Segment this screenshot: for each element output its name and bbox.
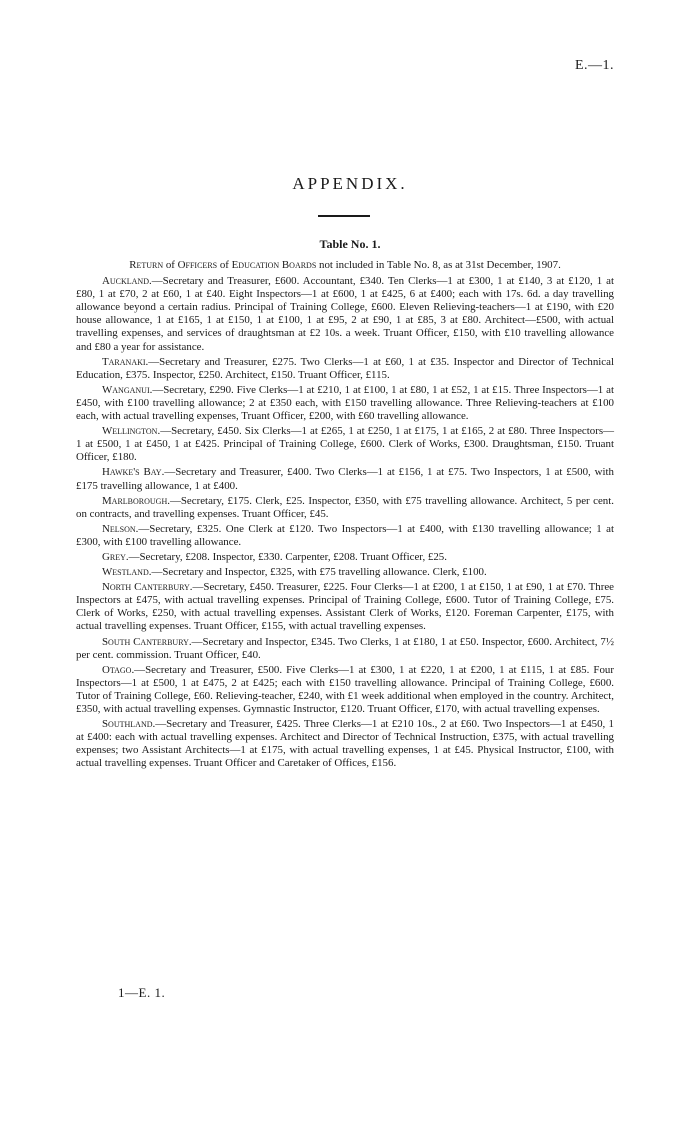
board-details: —Secretary and Treasurer, £400. Two Clerks—1 at £156, 1 at £75. Two Inspectors, 1 at £500, with £175 travelling allowance, 1 at £400. <box>76 466 614 492</box>
document-body <box>76 259 614 772</box>
board-details: —Secretary, £450. Six Clerks—1 at £265, 1 at £250, 1 at £175, 1 at £165, 2 at £80. Three Inspectors—1 at £500, 1 at £450, 1 at £425. Principal of Training College, £600. Clerk of Works, £300. Draughtsman, £150. Truant Officer, £180. <box>76 425 614 464</box>
board-entry-auckland <box>76 275 614 354</box>
board-name: Otago. <box>102 663 135 676</box>
board-name: Southland. <box>102 718 156 731</box>
return-title-lead: Return <box>129 259 164 271</box>
board-name: Marlborough. <box>102 494 170 507</box>
board-entry-otago <box>76 664 614 716</box>
board-details: —Secretary and Treasurer, £425. Three Clerks—1 at £210 10s., 2 at £60. Two Inspectors—1 at £450, 1 at £400: each with actual travelling expenses. Architect and Director of Technical Instruction, £375, with actual travelling expenses; two Assistant Architects—1 at £175, with actual travelling expenses, 1 at £45. Physical Instructor, £100, with actual travelling expenses. Truant Officer and Caretaker of Offices, £156. <box>76 718 614 770</box>
table-title: Table No. 1. <box>319 237 381 251</box>
return-title: Return of Officers of Education Boards not included in Table No. 8, as at 31st December, 1907. <box>129 259 561 271</box>
board-name: Grey. <box>102 550 129 563</box>
return-title-boards: Education Boards <box>231 259 317 271</box>
board-entry-grey <box>76 551 614 564</box>
board-name: Nelson. <box>102 522 139 535</box>
heading-divider <box>318 215 370 217</box>
board-name: South Canterbury. <box>102 635 192 648</box>
appendix-heading: APPENDIX. <box>292 174 408 193</box>
board-entry-south-canterbury <box>76 636 614 662</box>
board-name: Westland. <box>102 566 152 579</box>
board-entry-nelson <box>76 523 614 549</box>
page-reference: E.—1. <box>574 58 614 73</box>
board-entry-north-canterbury <box>76 581 614 633</box>
footer-page-reference: 1—E. 1. <box>118 985 166 1000</box>
board-details: —Secretary, £325. One Clerk at £120. Two Inspectors—1 at £400, with £130 travelling allowance; 1 at £300, with £100 travelling allowance. <box>76 522 614 548</box>
board-details: —Secretary and Inspector, £325, with £75 travelling allowance. Clerk, £100. <box>151 566 487 579</box>
board-name: North Canterbury. <box>102 581 193 594</box>
board-details: —Secretary, £208. Inspector, £330. Carpenter, £208. Truant Officer, £25. <box>128 550 447 563</box>
board-details: —Secretary, £175. Clerk, £25. Inspector, £350, with £75 travelling allowance. Architect, 5 per cent. on contracts, and travelling expenses. Truant Officer, £45. <box>76 494 614 520</box>
board-name: Wellington. <box>102 425 161 438</box>
board-entry-southland <box>76 718 614 770</box>
board-entry-marlborough <box>76 495 614 521</box>
return-title-officers: Officers <box>177 259 218 271</box>
board-entry-westland <box>76 566 614 579</box>
board-details: —Secretary and Treasurer, £275. Two Clerks—1 at £60, 1 at £35. Inspector and Director of Technical Education, £375. Inspector, £250. Architect, £150. Truant Officer, £115. <box>76 355 614 381</box>
board-name: Hawke's Bay. <box>102 466 165 479</box>
board-name: Wanganui. <box>102 383 153 396</box>
board-details: —Secretary, £290. Five Clerks—1 at £210, 1 at £100, 1 at £80, 1 at £52, 1 at £15. Three Inspectors—1 at £450, with £100 travelling allowance; 2 at £350 each, with £150 travelling allowance. Three Relieving-teachers at £100 each, with actual travelling expenses, Truant Officer, £200, with £60 travelling allowance. <box>76 383 614 423</box>
board-details: —Secretary and Treasurer, £500. Five Clerks—1 at £300, 1 at £220, 1 at £200, 1 at £115, 1 at £85. Four Inspectors—1 at £500, 1 at £475, 2 at £425; each with £150 travelling allowance. Principal of Training College, £600. Tutor of Training College, £60. Relieving-teacher, £240, with £1 week additional when employed in the country. Architect, £350, with actual travelling expenses. Gymnastic Instructor, £120. Truant Officer, £170, with actual travelling expenses. <box>76 663 614 715</box>
board-name: Auckland. <box>102 275 152 288</box>
board-entry-hawkes-bay <box>76 466 614 492</box>
board-details: —Secretary and Inspector, £345. Two Clerks, 1 at £180, 1 at £50. Inspector, £600. Architect, 7½ per cent. commission. Truant Officer, £40. <box>76 635 614 661</box>
board-entry-wellington <box>76 425 614 464</box>
board-details: —Secretary, £450. Treasurer, £225. Four Clerks—1 at £200, 1 at £150, 1 at £90, 1 at £70. Three Inspectors at £475, with actual travelling expenses. Principal of Training College, £600. Tutor of Training College, £75. Clerk of Works, £250, with actual travelling expenses. Assistant Clerk of Works, £120. Foreman Carpenter, £175, with actual travelling expenses. Truant Officer, £155, with actual travelling expenses. <box>76 581 614 633</box>
board-entry-wanganui <box>76 384 614 423</box>
board-entry-taranaki <box>76 356 614 382</box>
board-details: —Secretary and Treasurer, £600. Accountant, £340. Ten Clerks—1 at £300, 1 at £140, 3 at £120, 1 at £80, 1 at £70, 2 at £60, 1 at £40. Eight Inspectors—1 at £600, 1 at £425, 6 at £400; each with 17s. 6d. a day travelling allowance beyond a certain radius. Principal of Training College, £600. Eleven Relieving-teachers—1 at £190, with £20 house allowance, 1 at £165, 1 at £150, 1 at £100, 1 at £95, 2 at £90, 1 at £85, 3 at £80. Architect—£500, with actual travelling expenses, and services of draughtsman at £2 10s. a week. Truant Officer, £150, with £10 travelling allowance and £80 a year for assistance. <box>76 275 614 353</box>
board-name: Taranaki. <box>102 355 149 368</box>
